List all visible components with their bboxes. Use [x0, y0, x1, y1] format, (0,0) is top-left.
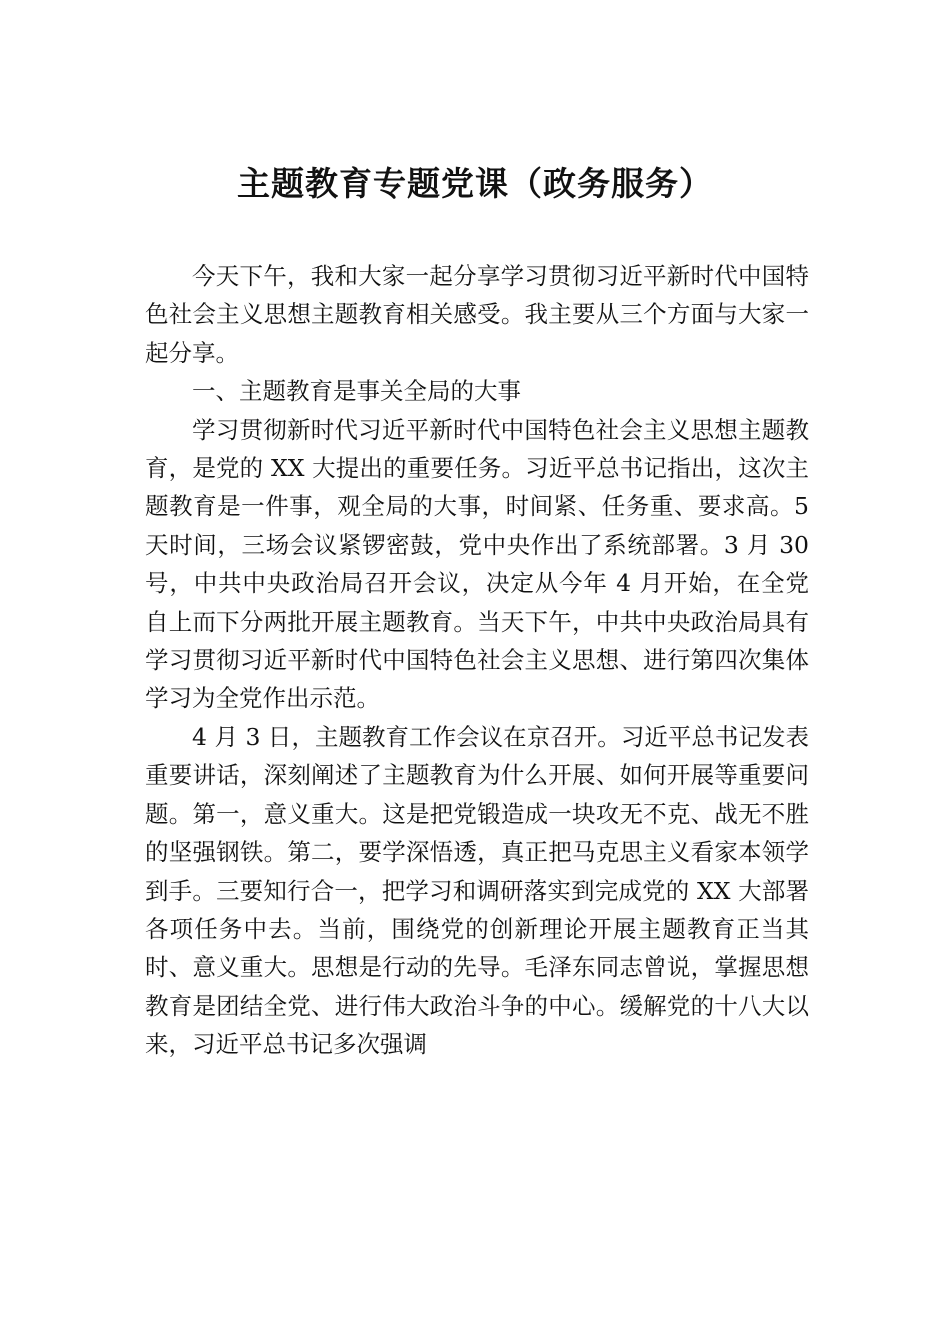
document-title: 主题教育专题党课（政务服务）	[237, 164, 713, 203]
document-body	[145, 257, 809, 1064]
paragraph-3: 4 月 3 日，主题教育工作会议在京召开。习近平总书记发表重要讲话，深刻阐述了主题教育为什么开展、如何开展等重要问题。第一，意义重大。这是把党锻造成一块攻无不克、战无不胜的坚强钢铁。第二，要学深悟透，真正把马克思主义看家本领学到手。三要知行合一，把学习和调研落实到完成党的 XX 大部署各项任务中去。当前，围绕党的创新理论开展主题教育正当其时、意义重大。思想是行动的先导。毛泽东同志曾说，掌握思想教育是团结全党、进行伟大政治斗争的中心。缓解党的十八大以来，习近平总书记多次强调	[145, 722, 809, 1059]
paragraph-intro: 今天下午，我和大家一起分享学习贯彻习近平新时代中国特色社会主义思想主题教育相关感受。我主要从三个方面与大家一起分享。	[145, 262, 809, 367]
section-heading-1: 一、主题教育是事关全局的大事	[192, 377, 521, 406]
paragraph-2: 学习贯彻新时代习近平新时代中国特色社会主义思想主题教育，是党的 XX 大提出的重要任务。习近平总书记指出，这次主题教育是一件事，观全局的大事，时间紧、任务重、要求高。5 天时间，三场会议紧锣密鼓，党中央作出了系统部署。3 月 30 号，中共中央政治局召开会议，决定从今年 4 月开始，在全党自上而下分两批开展主题教育。当天下午，中共中央政治局具有学习贯彻习近平新时代中国特色社会主义思想、进行第四次集体学习为全党作出示范。	[145, 415, 809, 713]
